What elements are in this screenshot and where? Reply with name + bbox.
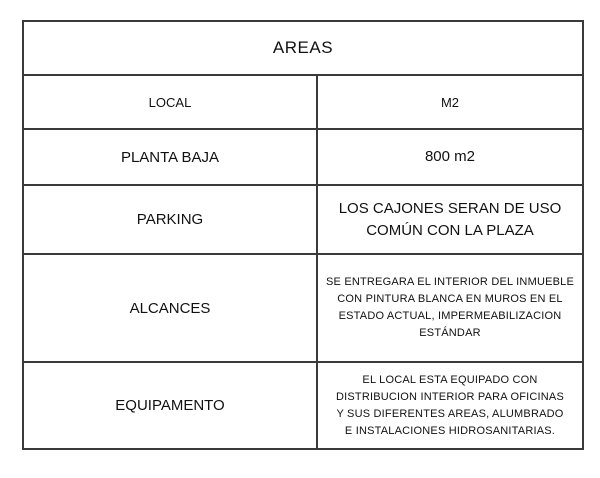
row-label: PLANTA BAJA (24, 130, 318, 184)
header-m2: M2 (440, 94, 460, 110)
table-title: AREAS (272, 38, 334, 57)
table-row (24, 363, 582, 448)
header-local: LOCAL (24, 76, 318, 128)
areas-table (22, 20, 584, 450)
row-label: EQUIPAMENTO (24, 363, 318, 448)
header-row (24, 76, 582, 130)
row-label: ALCANCES (24, 255, 318, 361)
table-row (24, 255, 582, 363)
table-row (24, 186, 582, 255)
row-label: PARKING (24, 186, 318, 253)
table-row (24, 130, 582, 186)
row-value: EL LOCAL ESTA EQUIPADO CON DISTRIBUCION INTERIOR PARA OFICINAS Y SUS DIFERENTES AREAS, ALUMBRADO E INSTALACIONES HIDROSANITARIAS. (335, 373, 565, 437)
row-value: LOS CAJONES SERAN DE USO COMÚN CON LA PLAZA (338, 199, 562, 239)
title-row (24, 22, 582, 76)
row-value: SE ENTREGARA EL INTERIOR DEL INMUEBLE CON PINTURA BLANCA EN MUROS EN EL ESTADO ACTUAL, IMPERMEABILIZACION ESTÁNDAR (325, 276, 575, 339)
row-value: 800 m2 (424, 148, 476, 165)
